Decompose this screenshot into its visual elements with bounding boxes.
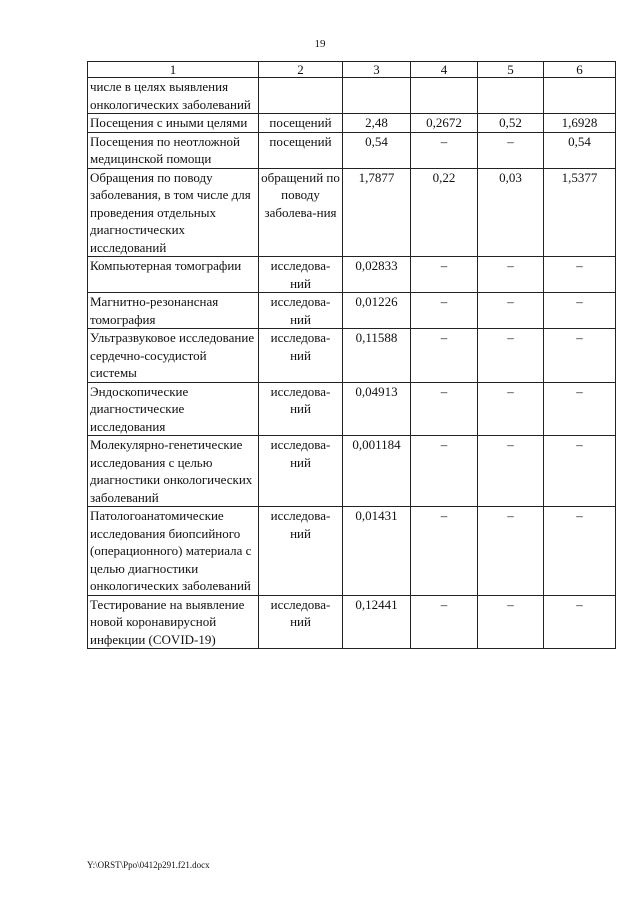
value-cell: – [544, 436, 616, 507]
value-cell: – [544, 382, 616, 436]
value-cell: 0,52 [478, 114, 544, 133]
total-value-cell: 0,001184 [343, 436, 411, 507]
table-row [88, 114, 616, 133]
column-number-header: 3 [343, 62, 411, 78]
value-cell: – [411, 507, 478, 596]
table-header-row [88, 62, 616, 78]
value-cell [544, 78, 616, 114]
value-cell: – [478, 507, 544, 596]
value-cell: – [411, 329, 478, 383]
value-cell [411, 78, 478, 114]
row-name-cell: Посещения с иными целями [88, 114, 259, 133]
total-value-cell: 0,01226 [343, 293, 411, 329]
value-cell: – [411, 257, 478, 293]
column-number-header: 2 [259, 62, 343, 78]
value-cell: – [478, 436, 544, 507]
unit-cell: исследова-ний [259, 329, 343, 383]
page-number: 19 [314, 38, 326, 50]
unit-cell: исследова-ний [259, 595, 343, 649]
total-value-cell: 0,11588 [343, 329, 411, 383]
value-cell: – [478, 329, 544, 383]
value-cell: 1,6928 [544, 114, 616, 133]
value-cell: – [411, 132, 478, 168]
table-row [88, 257, 616, 293]
data-table [87, 61, 616, 649]
value-cell: 0,2672 [411, 114, 478, 133]
row-name-cell: Молекулярно-генетические исследования с целью диагностики онкологических заболеваний [88, 436, 259, 507]
unit-cell: посещений [259, 132, 343, 168]
total-value-cell [343, 78, 411, 114]
value-cell: 0,03 [478, 168, 544, 257]
total-value-cell: 1,7877 [343, 168, 411, 257]
row-name-cell: Ультразвуковое исследование сердечно-сосудистой системы [88, 329, 259, 383]
table-row [88, 168, 616, 257]
total-value-cell: 0,01431 [343, 507, 411, 596]
unit-cell [259, 78, 343, 114]
row-name-cell: Компьютерная томографии [88, 257, 259, 293]
value-cell: – [411, 436, 478, 507]
value-cell: 0,54 [544, 132, 616, 168]
column-number-header: 5 [478, 62, 544, 78]
table-row [88, 382, 616, 436]
total-value-cell: 0,04913 [343, 382, 411, 436]
row-name-cell: числе в целях выявления онкологических заболеваний [88, 78, 259, 114]
table-row [88, 293, 616, 329]
value-cell: – [478, 293, 544, 329]
unit-cell: исследова-ний [259, 507, 343, 596]
value-cell: – [411, 382, 478, 436]
table-row [88, 595, 616, 649]
total-value-cell: 0,12441 [343, 595, 411, 649]
table-row [88, 132, 616, 168]
row-name-cell: Патологоанатомические исследования биопсийного (операционного) материала с целью диагностики онкологических заболеваний [88, 507, 259, 596]
value-cell: – [478, 132, 544, 168]
value-cell: – [544, 329, 616, 383]
value-cell: 1,5377 [544, 168, 616, 257]
value-cell: 0,22 [411, 168, 478, 257]
unit-cell: посещений [259, 114, 343, 133]
unit-cell: исследова-ний [259, 257, 343, 293]
total-value-cell: 0,54 [343, 132, 411, 168]
value-cell: – [478, 595, 544, 649]
table-row [88, 78, 616, 114]
value-cell [478, 78, 544, 114]
value-cell: – [544, 595, 616, 649]
table-row [88, 436, 616, 507]
total-value-cell: 0,02833 [343, 257, 411, 293]
unit-cell: исследова-ний [259, 382, 343, 436]
row-name-cell: Эндоскопические диагностические исследования [88, 382, 259, 436]
value-cell: – [411, 293, 478, 329]
value-cell: – [478, 257, 544, 293]
row-name-cell: Посещения по неотложной медицинской помощи [88, 132, 259, 168]
unit-cell: исследова-ний [259, 293, 343, 329]
value-cell: – [544, 507, 616, 596]
column-number-header: 6 [544, 62, 616, 78]
value-cell: – [478, 382, 544, 436]
column-number-header: 4 [411, 62, 478, 78]
column-number-header: 1 [88, 62, 259, 78]
value-cell: – [544, 257, 616, 293]
unit-cell: обращений по поводу заболева-ния [259, 168, 343, 257]
table-row [88, 329, 616, 383]
file-path-footer: Y:\ORST\Ppo\0412p291.f21.docx [87, 860, 210, 870]
row-name-cell: Обращения по поводу заболевания, в том числе для проведения отдельных диагностических исследований [88, 168, 259, 257]
total-value-cell: 2,48 [343, 114, 411, 133]
row-name-cell: Магнитно-резонансная томография [88, 293, 259, 329]
value-cell: – [544, 293, 616, 329]
value-cell: – [411, 595, 478, 649]
table-row [88, 507, 616, 596]
unit-cell: исследова-ний [259, 436, 343, 507]
row-name-cell: Тестирование на выявление новой коронавирусной инфекции (COVID-19) [88, 595, 259, 649]
